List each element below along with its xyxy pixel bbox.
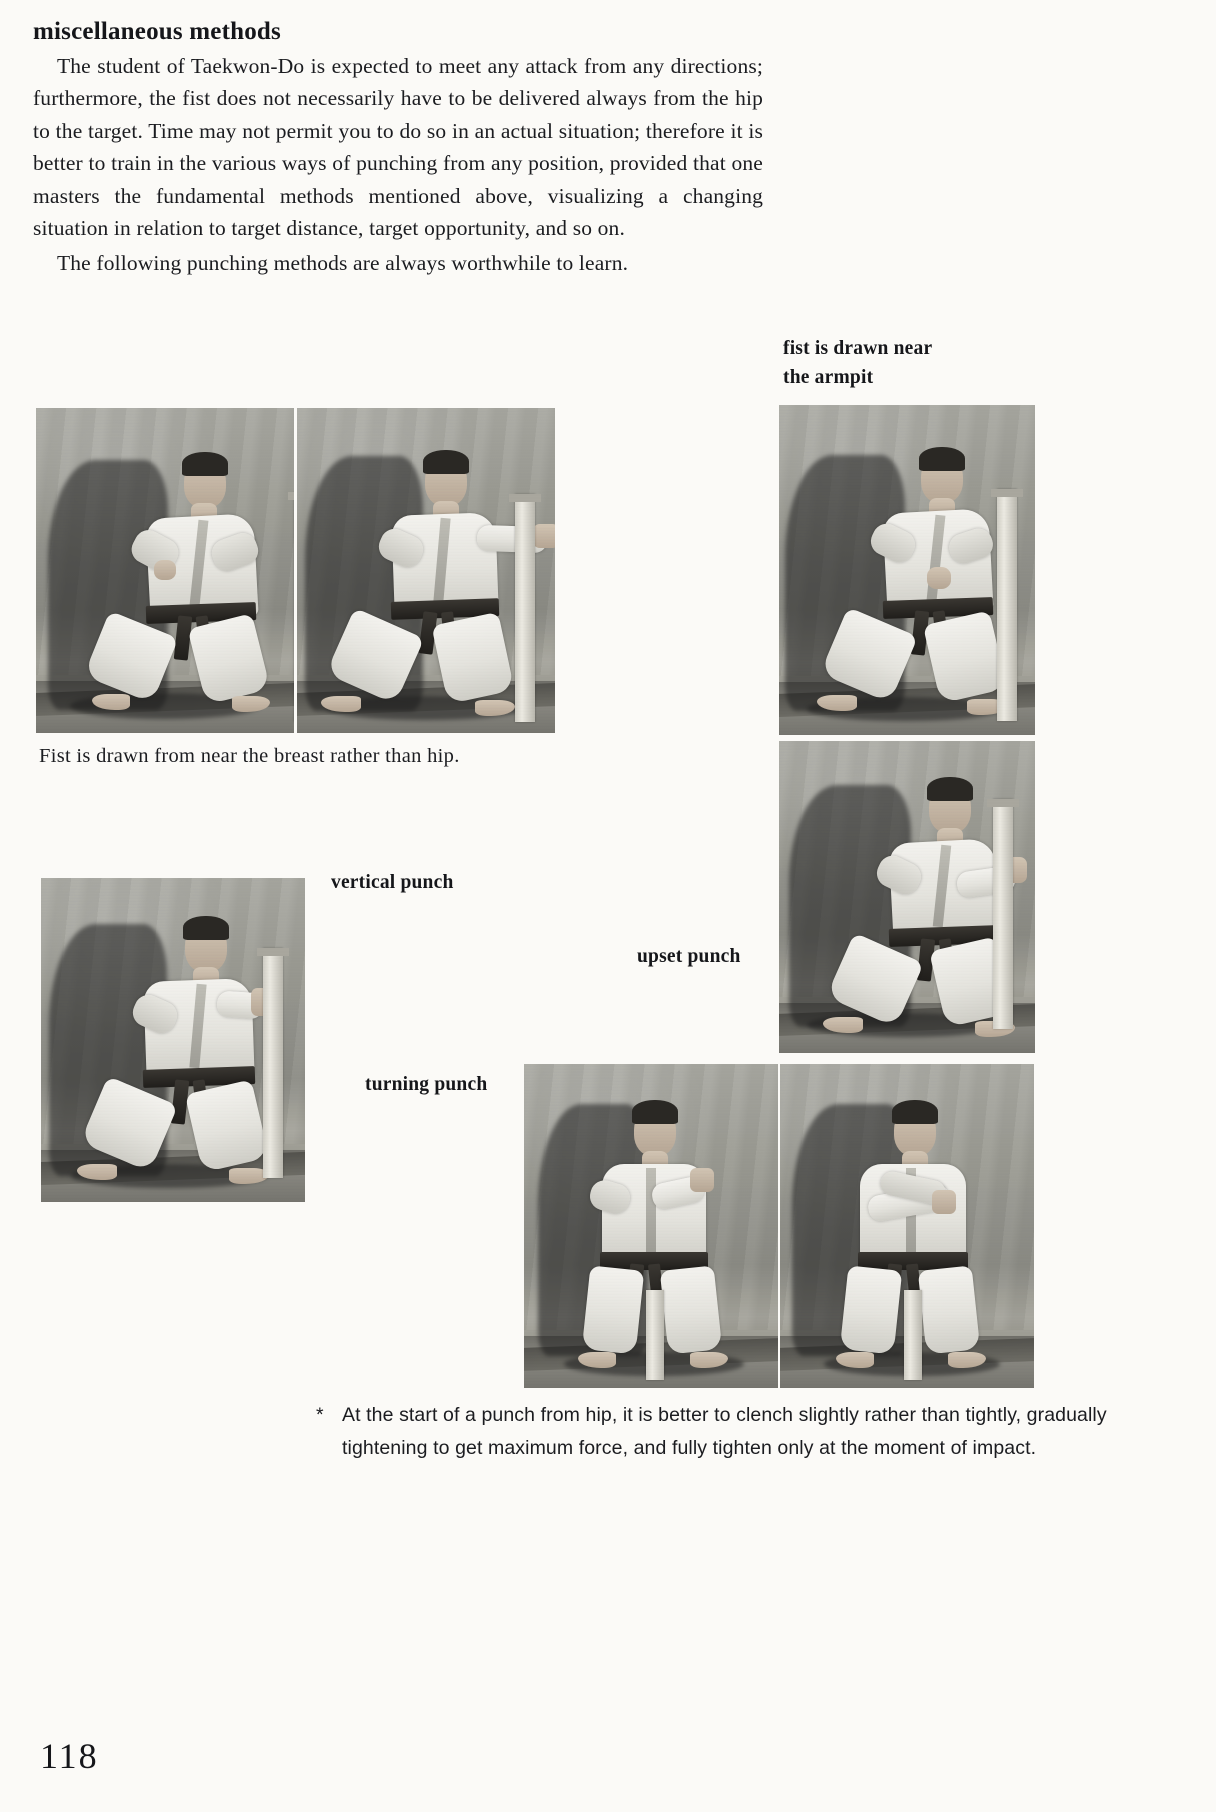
label-upset-punch: upset punch bbox=[637, 946, 741, 967]
footnote bbox=[316, 1399, 1196, 1465]
page-number: 118 bbox=[40, 1736, 99, 1776]
figure-fist-from-breast-punch bbox=[297, 408, 555, 733]
figure-upset-punch bbox=[779, 741, 1035, 1053]
page-title: miscellaneous methods bbox=[33, 18, 281, 45]
caption-fist-from-breast: Fist is drawn from near the breast rather than hip. bbox=[39, 745, 460, 767]
label-vertical-punch: vertical punch bbox=[331, 872, 454, 893]
footnote-text: At the start of a punch from hip, it is better to clench slightly rather than tightly, gradually tightening to get maximum force, and fully tighten only at the moment of impact. bbox=[342, 1404, 1107, 1459]
figure-turning-punch-finish bbox=[780, 1064, 1034, 1388]
figure-turning-punch-start bbox=[524, 1064, 778, 1388]
paragraph-1: The student of Taekwon-Do is expected to meet any attack from any directions; furthermore, the fist does not necessarily have to be delivered always from the hip to the target. Time may not permit you to do so in an actual situation; therefore it is better to train in the various ways of punching from any position, provided that one masters the fundamental methods mentioned above, visualizing a changing situation in relation to target distance, target opportunity, and so on. bbox=[33, 54, 763, 241]
figure-fist-from-breast-ready bbox=[36, 408, 294, 733]
body-text bbox=[33, 50, 763, 280]
label-turning-punch: turning punch bbox=[365, 1074, 488, 1095]
figure-fist-near-armpit bbox=[779, 405, 1035, 735]
footnote-marker: * bbox=[316, 1404, 324, 1426]
label-fist-near-armpit bbox=[783, 334, 1013, 392]
paragraph-2: The following punching methods are always worthwhile to learn. bbox=[57, 251, 629, 276]
label-fist-near-armpit-line2: the armpit bbox=[783, 367, 874, 388]
figure-vertical-punch bbox=[41, 878, 305, 1202]
label-fist-near-armpit-line1: fist is drawn near bbox=[783, 338, 933, 359]
